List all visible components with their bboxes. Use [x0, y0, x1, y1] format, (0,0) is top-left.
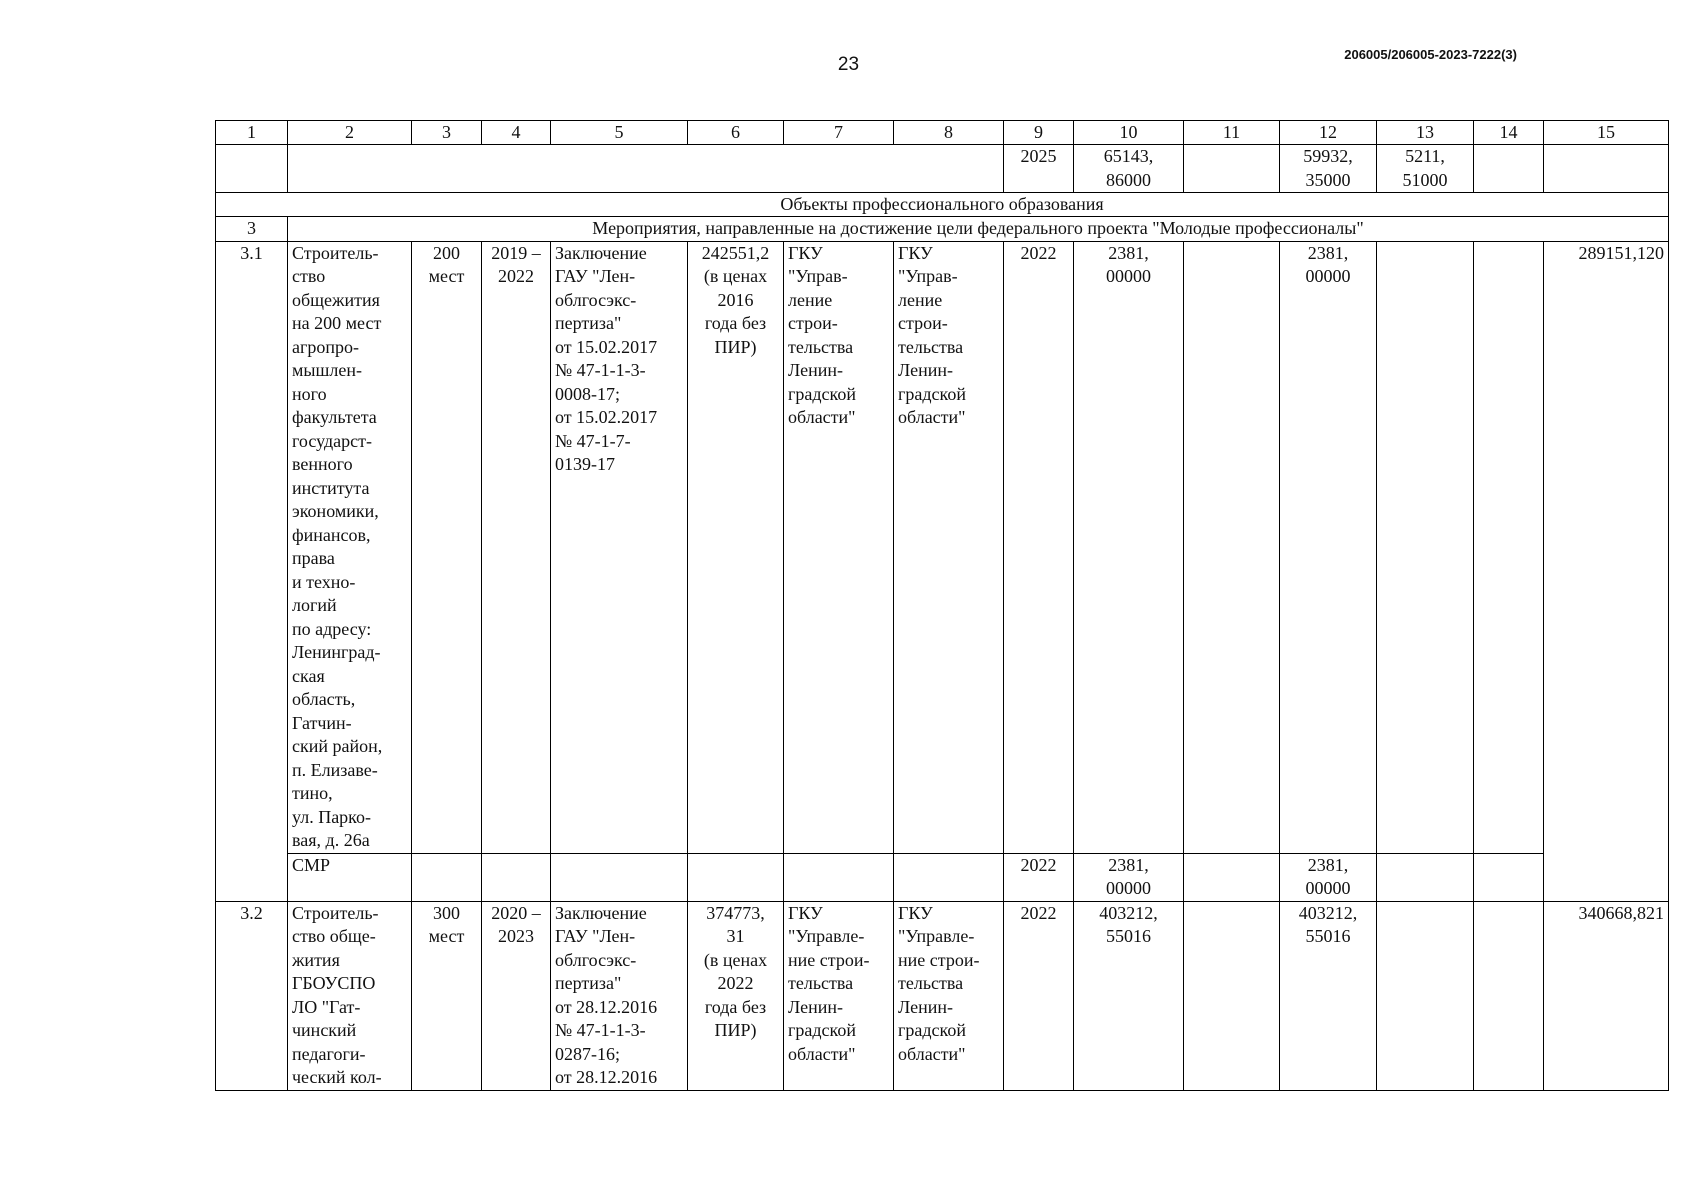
- table-row: [216, 901, 1669, 1090]
- amount-cell: [1184, 901, 1280, 1090]
- table-cell: [288, 145, 1004, 193]
- total-cell: 403212, 55016: [1074, 901, 1184, 1090]
- amount-cell: 2381, 00000: [1280, 241, 1377, 853]
- row-number: 3.2: [216, 901, 288, 1090]
- investment-table: [215, 120, 1669, 1091]
- object-name: Строитель- ство общежития на 200 мест агропро- мышлен- ного факультета государст- венного института экономики, финансов, права и техно- логий по адресу: Ленинград- ская область, Гатчин- ский район, п. Елизаве- тино, ул. Парко- вая, д. 26а: [288, 241, 412, 853]
- column-number: 9: [1004, 121, 1074, 145]
- capacity-cell: 300 мест: [412, 901, 482, 1090]
- table-cell: [1184, 853, 1280, 901]
- column-number: 6: [688, 121, 784, 145]
- cost-cell: 242551,2 (в ценах 2016 года без ПИР): [688, 241, 784, 853]
- group-title: Мероприятия, направленные на достижение цели федерального проекта "Молодые профессионалы": [288, 217, 1669, 242]
- total-cell: 2381, 00000: [1074, 853, 1184, 901]
- total-cell: 2381, 00000: [1074, 241, 1184, 853]
- object-name: СМР: [288, 853, 412, 901]
- year-cell: 2022: [1004, 901, 1074, 1090]
- period-cell: 2019 – 2022: [482, 241, 551, 853]
- group-number: 3: [216, 217, 288, 242]
- table-cell: [1474, 853, 1544, 901]
- carry-over-row: [216, 145, 1669, 193]
- table-cell: [1544, 145, 1669, 193]
- table-row: [216, 853, 1669, 901]
- group-row: [216, 217, 1669, 242]
- capacity-cell: 200 мест: [412, 241, 482, 853]
- section-row: [216, 193, 1669, 217]
- total-cell: 65143, 86000: [1074, 145, 1184, 193]
- limit-cell: 340668,821: [1544, 901, 1669, 1090]
- period-cell: 2020 – 2023: [482, 901, 551, 1090]
- amount-cell: 2381, 00000: [1280, 853, 1377, 901]
- table-cell: [688, 853, 784, 901]
- year-cell: 2022: [1004, 241, 1074, 853]
- table-cell: [412, 853, 482, 901]
- amount-cell: [1377, 901, 1474, 1090]
- column-number: 13: [1377, 121, 1474, 145]
- table-cell: [784, 853, 894, 901]
- limit-cell: 289151,120: [1544, 241, 1669, 901]
- column-number: 7: [784, 121, 894, 145]
- column-number: 1: [216, 121, 288, 145]
- year-cell: 2022: [1004, 853, 1074, 901]
- amount-cell: [1184, 241, 1280, 853]
- amount-cell: [1474, 241, 1544, 853]
- column-number: 3: [412, 121, 482, 145]
- amount-cell: 59932, 35000: [1280, 145, 1377, 193]
- amount-cell: 403212, 55016: [1280, 901, 1377, 1090]
- expertise-cell: Заключение ГАУ "Лен- облгосэкс- пертиза" от 28.12.2016 № 47-1-1-3- 0287-16; от 28.12.2016: [551, 901, 688, 1090]
- amount-cell: [1377, 241, 1474, 853]
- table-row: [216, 241, 1669, 853]
- object-name: Строитель- ство обще- жития ГБОУСПО ЛО "Гат- чинский педагоги- ческий кол-: [288, 901, 412, 1090]
- column-number: 14: [1474, 121, 1544, 145]
- column-number: 4: [482, 121, 551, 145]
- year-cell: 2025: [1004, 145, 1074, 193]
- builder-cell: ГКУ "Управ- ление строи- тельства Ленин- градской области": [894, 241, 1004, 853]
- table-cell: [1184, 145, 1280, 193]
- amount-cell: [1474, 901, 1544, 1090]
- expertise-cell: Заключение ГАУ "Лен- облгосэкс- пертиза" от 15.02.2017 № 47-1-1-3- 0008-17; от 15.02.2017 № 47-1-7- 0139-17: [551, 241, 688, 853]
- column-number: 10: [1074, 121, 1184, 145]
- table-cell: [1474, 145, 1544, 193]
- table-cell: [216, 145, 288, 193]
- table-cell: [1377, 853, 1474, 901]
- document-code: 206005/206005-2023-7222(3): [1344, 47, 1517, 62]
- customer-cell: ГКУ "Управле- ние строи- тельства Ленин- градской области": [784, 901, 894, 1090]
- section-title: Объекты профессионального образования: [216, 193, 1669, 217]
- column-number: 11: [1184, 121, 1280, 145]
- row-number: 3.1: [216, 241, 288, 901]
- table-cell: [894, 853, 1004, 901]
- cost-cell: 374773, 31 (в ценах 2022 года без ПИР): [688, 901, 784, 1090]
- column-number: 5: [551, 121, 688, 145]
- column-number: 15: [1544, 121, 1669, 145]
- column-number: 2: [288, 121, 412, 145]
- customer-cell: ГКУ "Управ- ление строи- тельства Ленин- градской области": [784, 241, 894, 853]
- column-number-row: [216, 121, 1669, 145]
- builder-cell: ГКУ "Управле- ние строи- тельства Ленин- градской области": [894, 901, 1004, 1090]
- column-number: 8: [894, 121, 1004, 145]
- table-cell: [482, 853, 551, 901]
- table-cell: [551, 853, 688, 901]
- page-number: 23: [837, 54, 860, 75]
- column-number: 12: [1280, 121, 1377, 145]
- amount-cell: 5211, 51000: [1377, 145, 1474, 193]
